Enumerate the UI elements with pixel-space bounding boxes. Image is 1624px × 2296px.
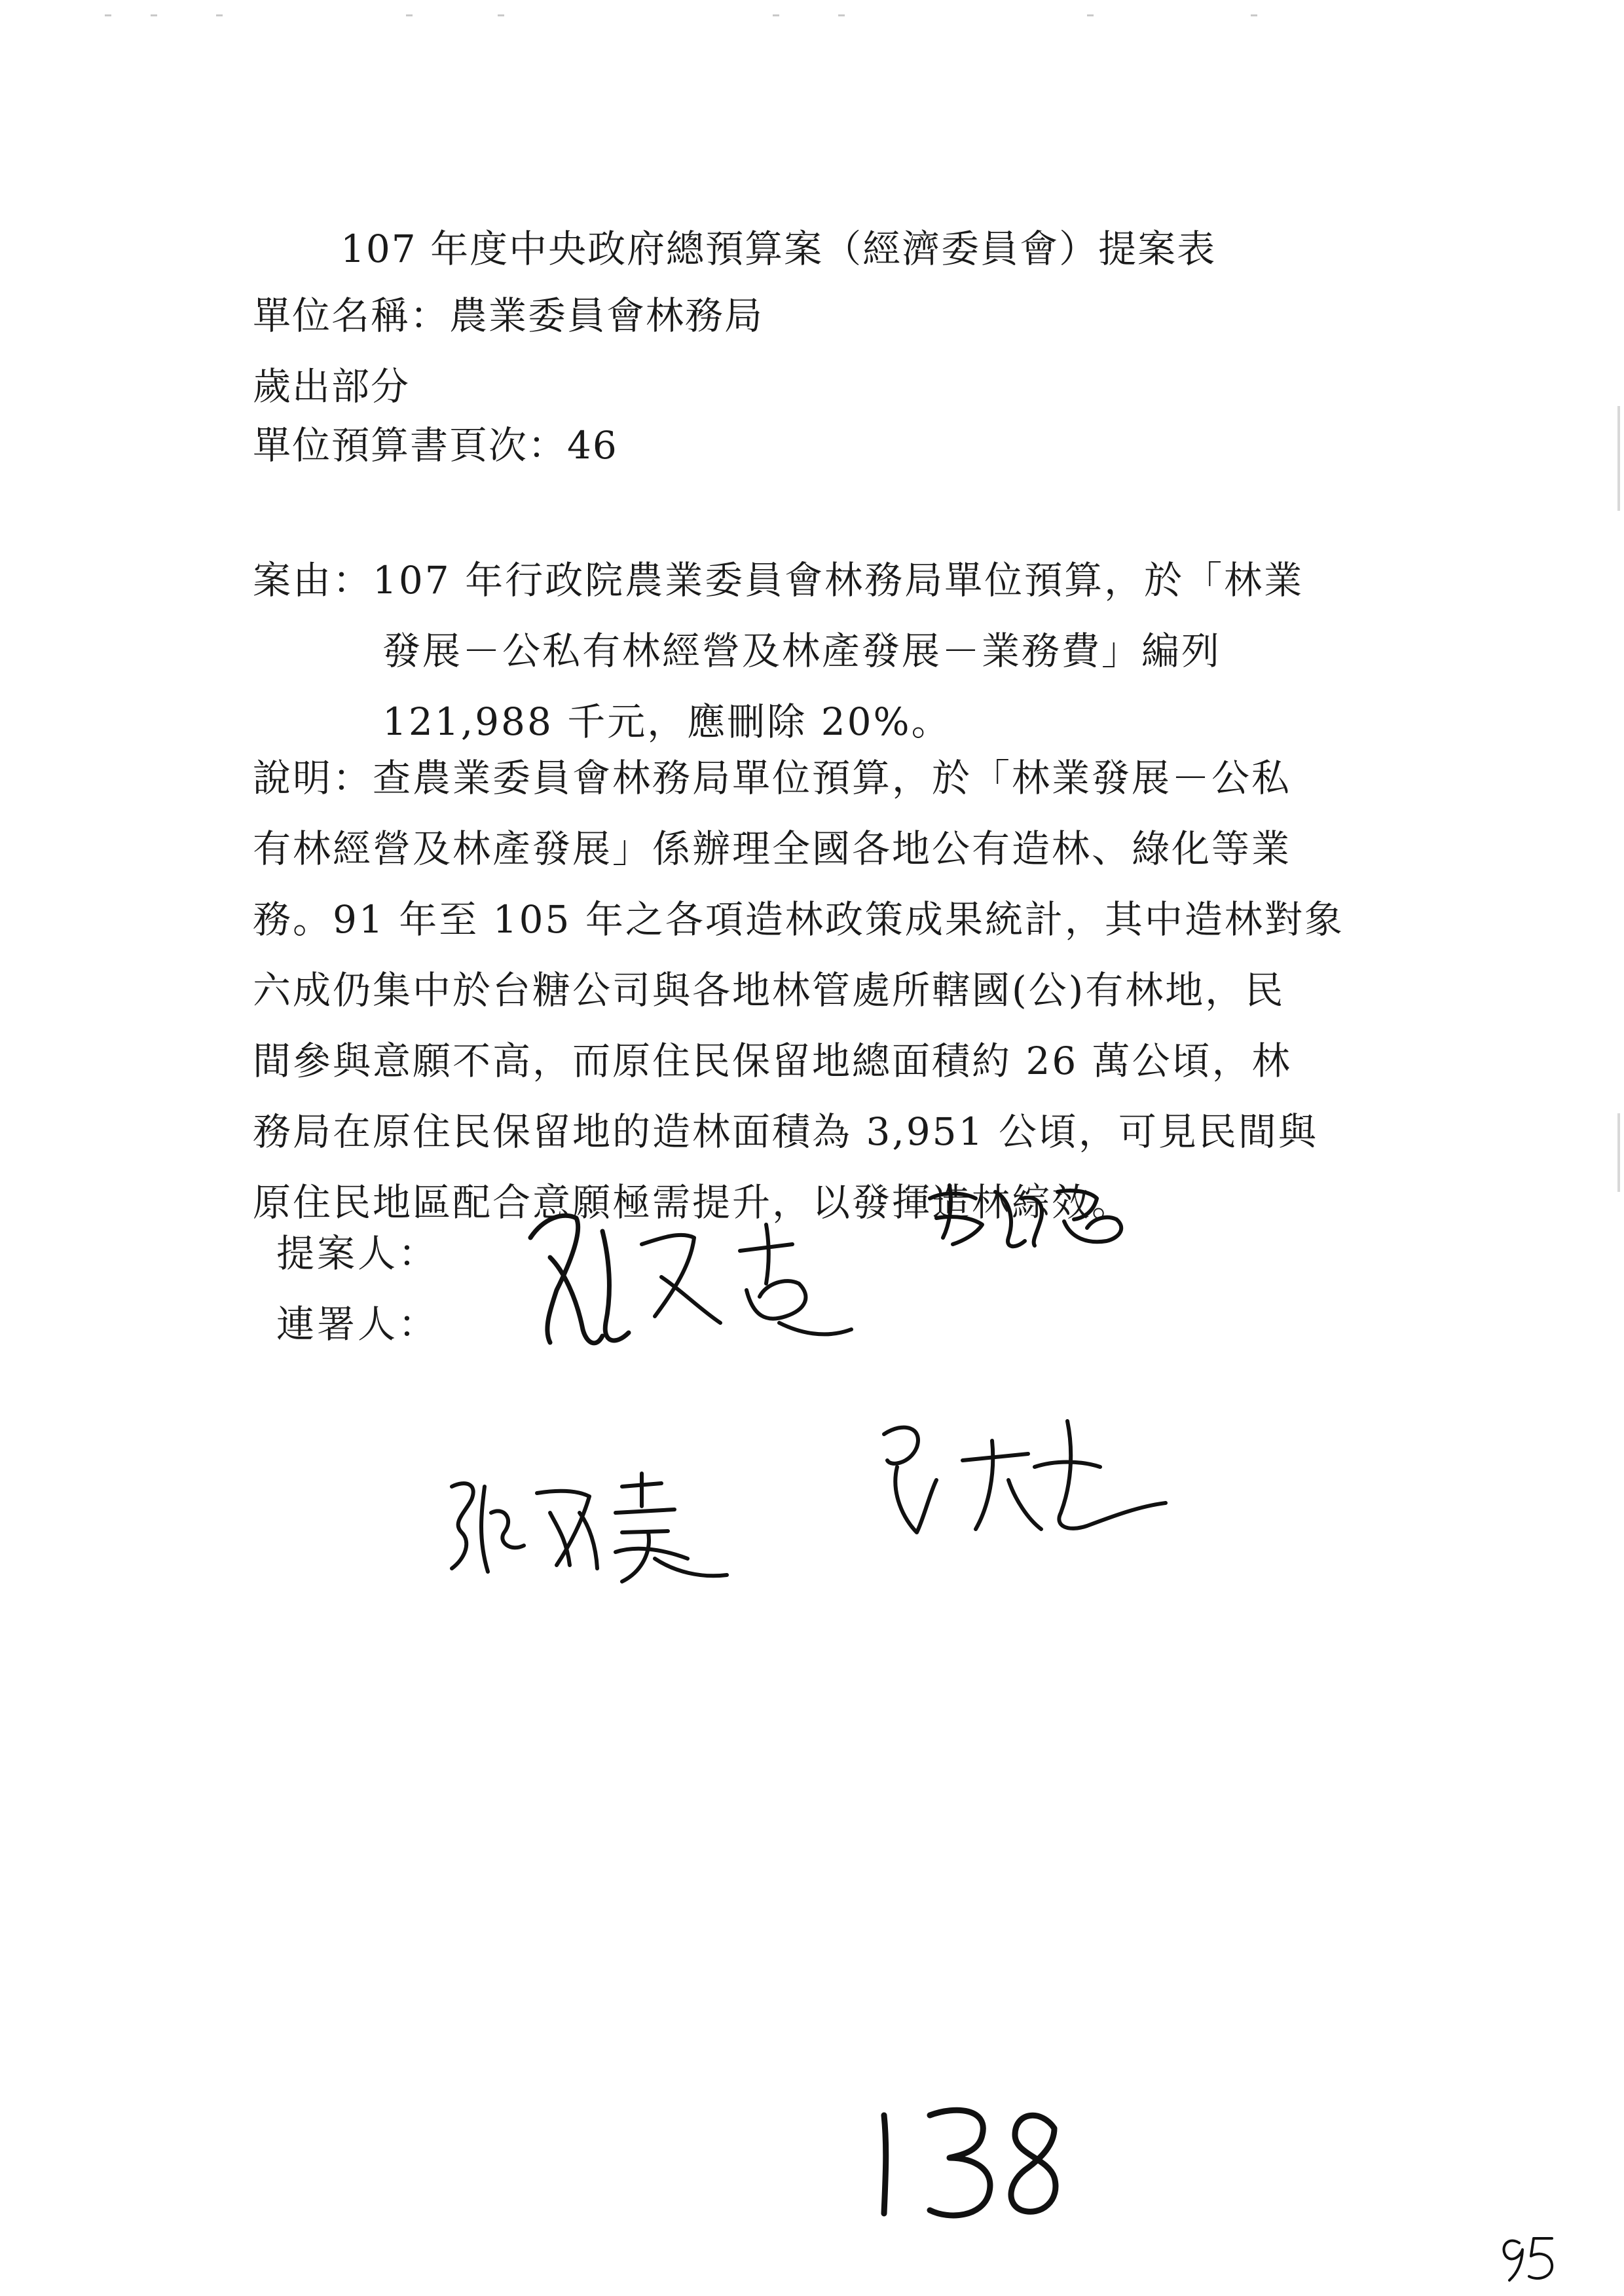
cosigner-signature-2	[426, 1460, 766, 1591]
handwritten-page-number	[858, 2089, 1080, 2227]
explanation-paragraph	[253, 743, 1344, 1238]
explanation-line: 有林經營及林產發展」係辦理全國各地公有造林、綠化等業	[253, 826, 1292, 871]
proposer-label: 提案人：	[276, 1231, 439, 1276]
explanation-line: 六成仍集中於台糖公司與各地林管處所轄國(公)有林地，民	[253, 968, 1285, 1012]
corner-page-number	[1493, 2227, 1565, 2286]
scan-edge-mark	[1617, 406, 1620, 511]
section-label: 歲出部分	[253, 364, 411, 409]
cosigner-signature-1	[917, 1172, 1139, 1257]
cosigner-signature-3	[864, 1408, 1179, 1546]
case-line: 發展－公私有林經營及林產發展－業務費」編列	[382, 629, 1222, 673]
unit-name: 單位名稱：農業委員會林務局	[253, 293, 764, 338]
explanation-line: 務局在原住民保留地的造林面積為 3,951 公頃，可見民間與	[253, 1109, 1318, 1154]
case-line: 121,988 千元，應刪除 20%。	[382, 699, 951, 744]
scan-edge-mark	[1617, 1113, 1620, 1192]
proposer-signature	[504, 1192, 871, 1362]
explanation-line: 原住民地區配合意願極需提升，以發揮造林綜效。	[253, 1180, 1132, 1225]
explanation-line: 間參與意願不高，而原住民保留地總面積約 26 萬公頃，林	[253, 1039, 1292, 1083]
case-line: 案由：107 年行政院農業委員會林務局單位預算，於「林業	[253, 558, 1304, 602]
document-title: 107 年度中央政府總預算案（經濟委員會）提案表	[341, 227, 1217, 271]
cosigner-label: 連署人：	[276, 1302, 439, 1346]
explanation-line: 務。91 年至 105 年之各項造林政策成果統計，其中造林對象	[253, 897, 1344, 942]
explanation-line: 說明：查農業委員會林務局單位預算，於「林業發展－公私	[253, 756, 1292, 800]
scan-artifact-dots	[0, 0, 1624, 26]
case-paragraph	[253, 545, 1304, 757]
budget-page-reference: 單位預算書頁次：46	[253, 423, 618, 468]
